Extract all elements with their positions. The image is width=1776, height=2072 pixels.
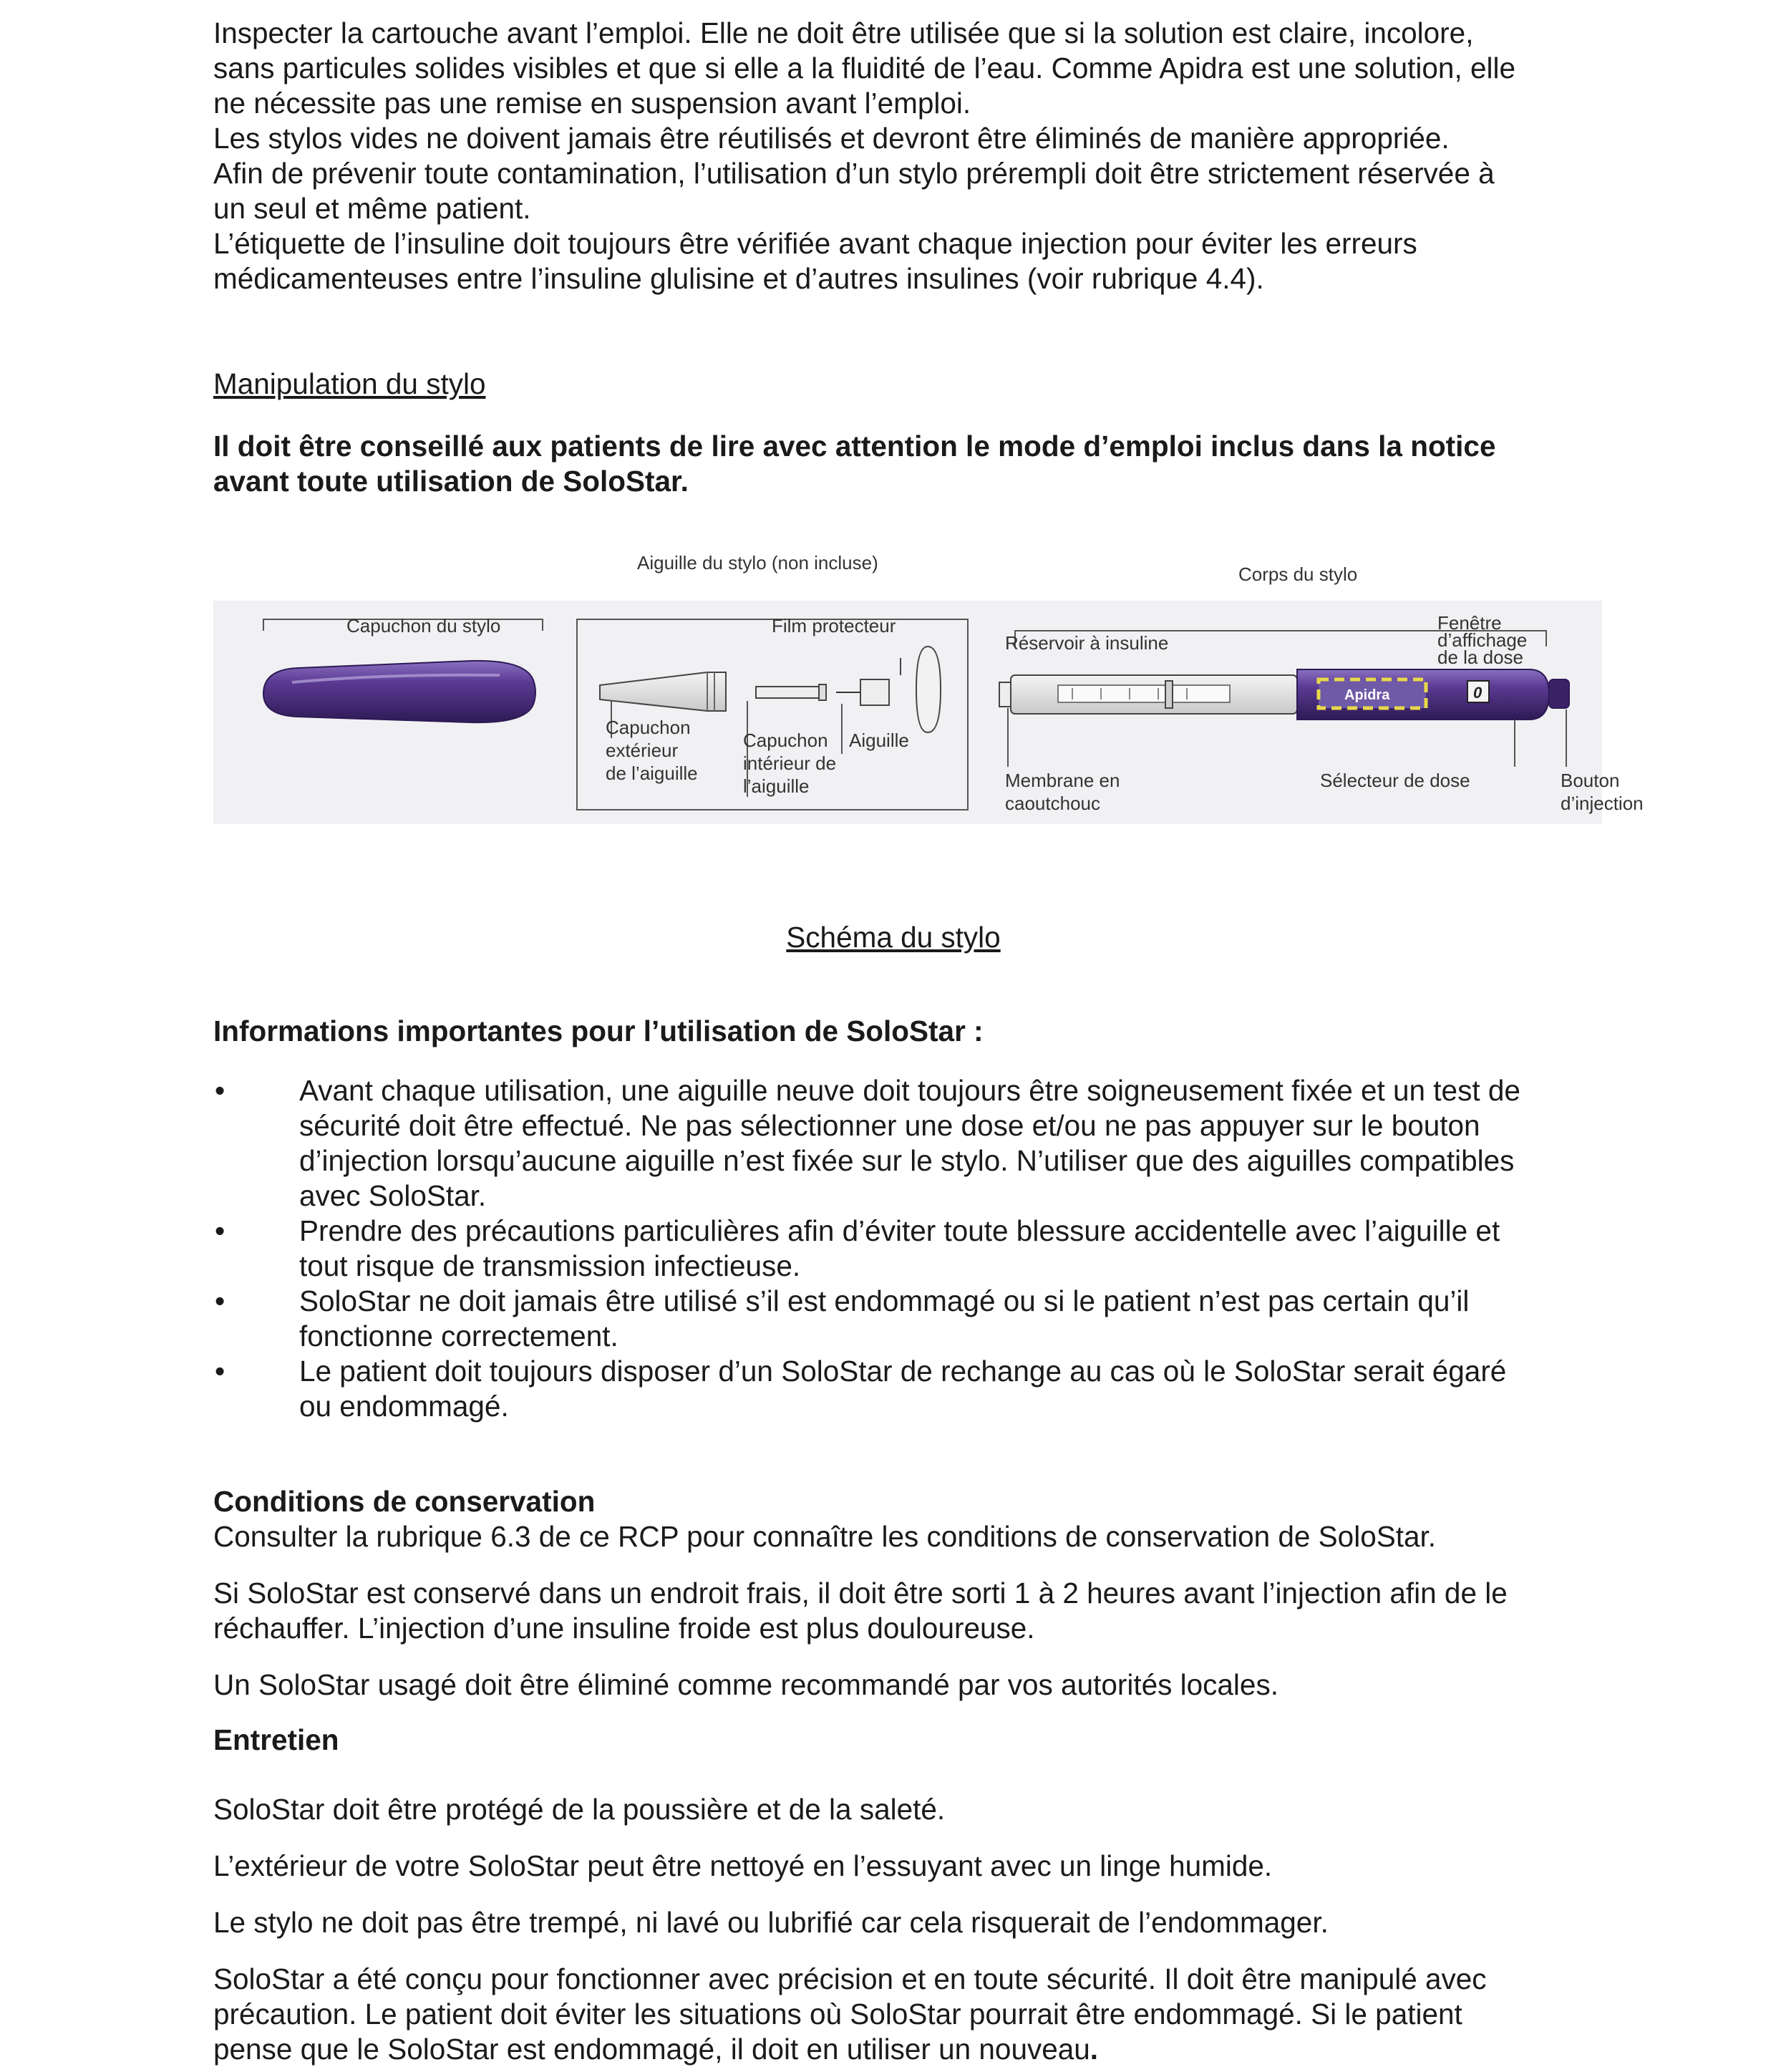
text-line: SoloStar ne doit jamais être utilisé s’il est endommagé ou si le patient n’est pas certain qu’il bbox=[299, 1284, 1470, 1317]
final-period: . bbox=[1090, 2033, 1099, 2066]
text-line: Inspecter la cartouche avant l’emploi. Elle ne doit être utilisée que si la solution est claire, incolore, bbox=[213, 16, 1474, 49]
injection-button-label-2: d’injection bbox=[1561, 793, 1644, 814]
pen-diagram bbox=[213, 539, 1645, 840]
apidra-brand-text: Apidra bbox=[1344, 687, 1390, 703]
membrane-label-1: Membrane en bbox=[1005, 770, 1120, 791]
needle-hub-shape bbox=[860, 679, 889, 705]
inner-cap-label-2: intérieur de bbox=[743, 752, 837, 774]
body-group-label: Corps du stylo bbox=[1238, 563, 1358, 585]
info-bullet-list bbox=[213, 1073, 1573, 1424]
text-line: sécurité doit être effectué. Ne pas sélectionner une dose et/ou ne pas appuyer sur le bouton bbox=[299, 1109, 1480, 1142]
rubber-membrane-shape bbox=[999, 682, 1011, 707]
text-line: L’étiquette de l’insuline doit toujours être vérifiée avant chaque injection pour éviter les erreurs bbox=[213, 227, 1417, 260]
inner-needle-cap-shape bbox=[756, 687, 819, 698]
text-line: Les stylos vides ne doivent jamais être réutilisés et devront être éliminés de manière appropriée. bbox=[213, 122, 1450, 155]
storage-heading: Conditions de conservation bbox=[213, 1485, 596, 1518]
inner-cap-label-3: l’aiguille bbox=[743, 775, 810, 797]
text-line: Avant chaque utilisation, une aiguille neuve doit toujours être soigneusement fixée et un test de bbox=[299, 1074, 1520, 1107]
list-item bbox=[213, 1284, 1573, 1354]
info-heading: Informations importantes pour l’utilisation de SoloStar : bbox=[213, 1015, 984, 1047]
maintenance-paragraph-4 bbox=[213, 1962, 1573, 2067]
text-line: Afin de prévenir toute contamination, l’utilisation d’un stylo prérempli doit être strictement réservée à bbox=[213, 157, 1495, 190]
warning-paragraph bbox=[213, 429, 1573, 499]
cap-label: Capuchon du stylo bbox=[346, 615, 501, 636]
pen-cap-shape bbox=[263, 661, 535, 722]
text-line: sans particules solides visibles et que si elle a la fluidité de l’eau. Comme Apidra est une solution, elle bbox=[213, 52, 1515, 84]
text-line: fonctionne correctement. bbox=[299, 1320, 618, 1352]
text-line: SoloStar a été conçu pour fonctionner avec précision et en toute sécurité. Il doit être manipulé avec bbox=[213, 1962, 1487, 1995]
maintenance-paragraph-2: L’extérieur de votre SoloStar peut être nettoyé en l’essuyant avec un linge humide. bbox=[213, 1849, 1273, 1882]
inner-needle-cap-end bbox=[819, 684, 826, 700]
bullet-marker: • bbox=[215, 1355, 225, 1388]
bullet-marker: • bbox=[215, 1074, 225, 1107]
window-label-3: de la dose bbox=[1437, 647, 1523, 668]
intro-paragraph bbox=[213, 16, 1573, 296]
storage-paragraph-3: Un SoloStar usagé doit être éliminé comme recommandé par vos autorités locales. bbox=[213, 1668, 1278, 1701]
document-page bbox=[213, 16, 1644, 2067]
text-line bbox=[213, 2032, 1573, 2067]
figure-caption: Schéma du stylo bbox=[786, 921, 1001, 954]
maintenance-heading: Entretien bbox=[213, 1723, 339, 1756]
bullet-marker: • bbox=[215, 1284, 225, 1317]
text-span: pense que le SoloStar est endommagé, il doit en utiliser un nouveau bbox=[213, 2033, 1090, 2066]
text-line: Le patient doit toujours disposer d’un SoloStar de rechange au cas où le SoloStar serait égaré bbox=[299, 1355, 1507, 1388]
dose-selector-label: Sélecteur de dose bbox=[1320, 770, 1470, 791]
text-line: tout risque de transmission infectieuse. bbox=[299, 1249, 801, 1282]
text-line: ou endommagé. bbox=[299, 1390, 509, 1423]
protective-film-shape bbox=[916, 647, 941, 732]
bullet-marker: • bbox=[215, 1214, 225, 1247]
pen-diagram-svg bbox=[213, 539, 1645, 840]
reservoir-label: Réservoir à insuline bbox=[1005, 632, 1169, 654]
text-line: d’injection lorsqu’aucune aiguille n’est fixée sur le stylo. N’utiliser que des aiguilles compatibles bbox=[299, 1144, 1515, 1177]
plunger-shape bbox=[1165, 681, 1173, 708]
outer-cap-label-2: extérieur bbox=[606, 740, 679, 761]
reservoir-window bbox=[1058, 685, 1230, 702]
text-line: précaution. Le patient doit éviter les situations où SoloStar pourrait être endommagé. Si le patient bbox=[213, 1998, 1462, 2030]
maintenance-paragraph-1: SoloStar doit être protégé de la poussière et de la saleté. bbox=[213, 1793, 946, 1826]
injection-button-shape bbox=[1549, 679, 1569, 708]
maintenance-paragraph-3: Le stylo ne doit pas être trempé, ni lavé ou lubrifié car cela risquerait de l’endommager. bbox=[213, 1906, 1329, 1939]
list-item bbox=[213, 1214, 1573, 1284]
needle-label: Aiguille bbox=[849, 730, 909, 751]
outer-cap-label-3: de l’aiguille bbox=[606, 763, 698, 784]
text-line: Prendre des précautions particulières afin d’éviter toute blessure accidentelle avec l’aiguille et bbox=[299, 1214, 1500, 1247]
list-item bbox=[213, 1073, 1573, 1214]
text-line: avec SoloStar. bbox=[299, 1179, 487, 1212]
storage-paragraph-2 bbox=[213, 1576, 1573, 1646]
text-line: réchauffer. L’injection d’une insuline froide est plus douloureuse. bbox=[213, 1612, 1035, 1645]
window-label-2: d’affichage bbox=[1437, 629, 1528, 651]
text-line: Il doit être conseillé aux patients de lire avec attention le mode d’emploi inclus dans la notice bbox=[213, 430, 1496, 463]
text-line: Si SoloStar est conservé dans un endroit frais, il doit être sorti 1 à 2 heures avant l’injection afin de le bbox=[213, 1577, 1508, 1609]
text-line: ne nécessite pas une remise en suspension avant l’emploi. bbox=[213, 87, 971, 120]
film-label: Film protecteur bbox=[772, 615, 896, 636]
window-label-1: Fenêtre bbox=[1437, 612, 1502, 634]
text-line: un seul et même patient. bbox=[213, 192, 531, 225]
membrane-label-2: caoutchouc bbox=[1005, 793, 1100, 814]
needle-group-label: Aiguille du stylo (non incluse) bbox=[637, 552, 878, 573]
manipulation-heading: Manipulation du stylo bbox=[213, 367, 486, 400]
text-line: médicamenteuses entre l’insuline glulisine et d’autres insulines (voir rubrique 4.4). bbox=[213, 262, 1264, 295]
dose-window-value: 0 bbox=[1473, 684, 1483, 702]
list-item bbox=[213, 1354, 1573, 1424]
inner-cap-label-1: Capuchon bbox=[743, 730, 828, 751]
text-line: avant toute utilisation de SoloStar. bbox=[213, 465, 689, 498]
outer-cap-label-1: Capuchon bbox=[606, 717, 691, 738]
injection-button-label-1: Bouton bbox=[1561, 770, 1620, 791]
storage-paragraph-1: Consulter la rubrique 6.3 de ce RCP pour connaître les conditions de conservation de SoloStar. bbox=[213, 1520, 1437, 1553]
